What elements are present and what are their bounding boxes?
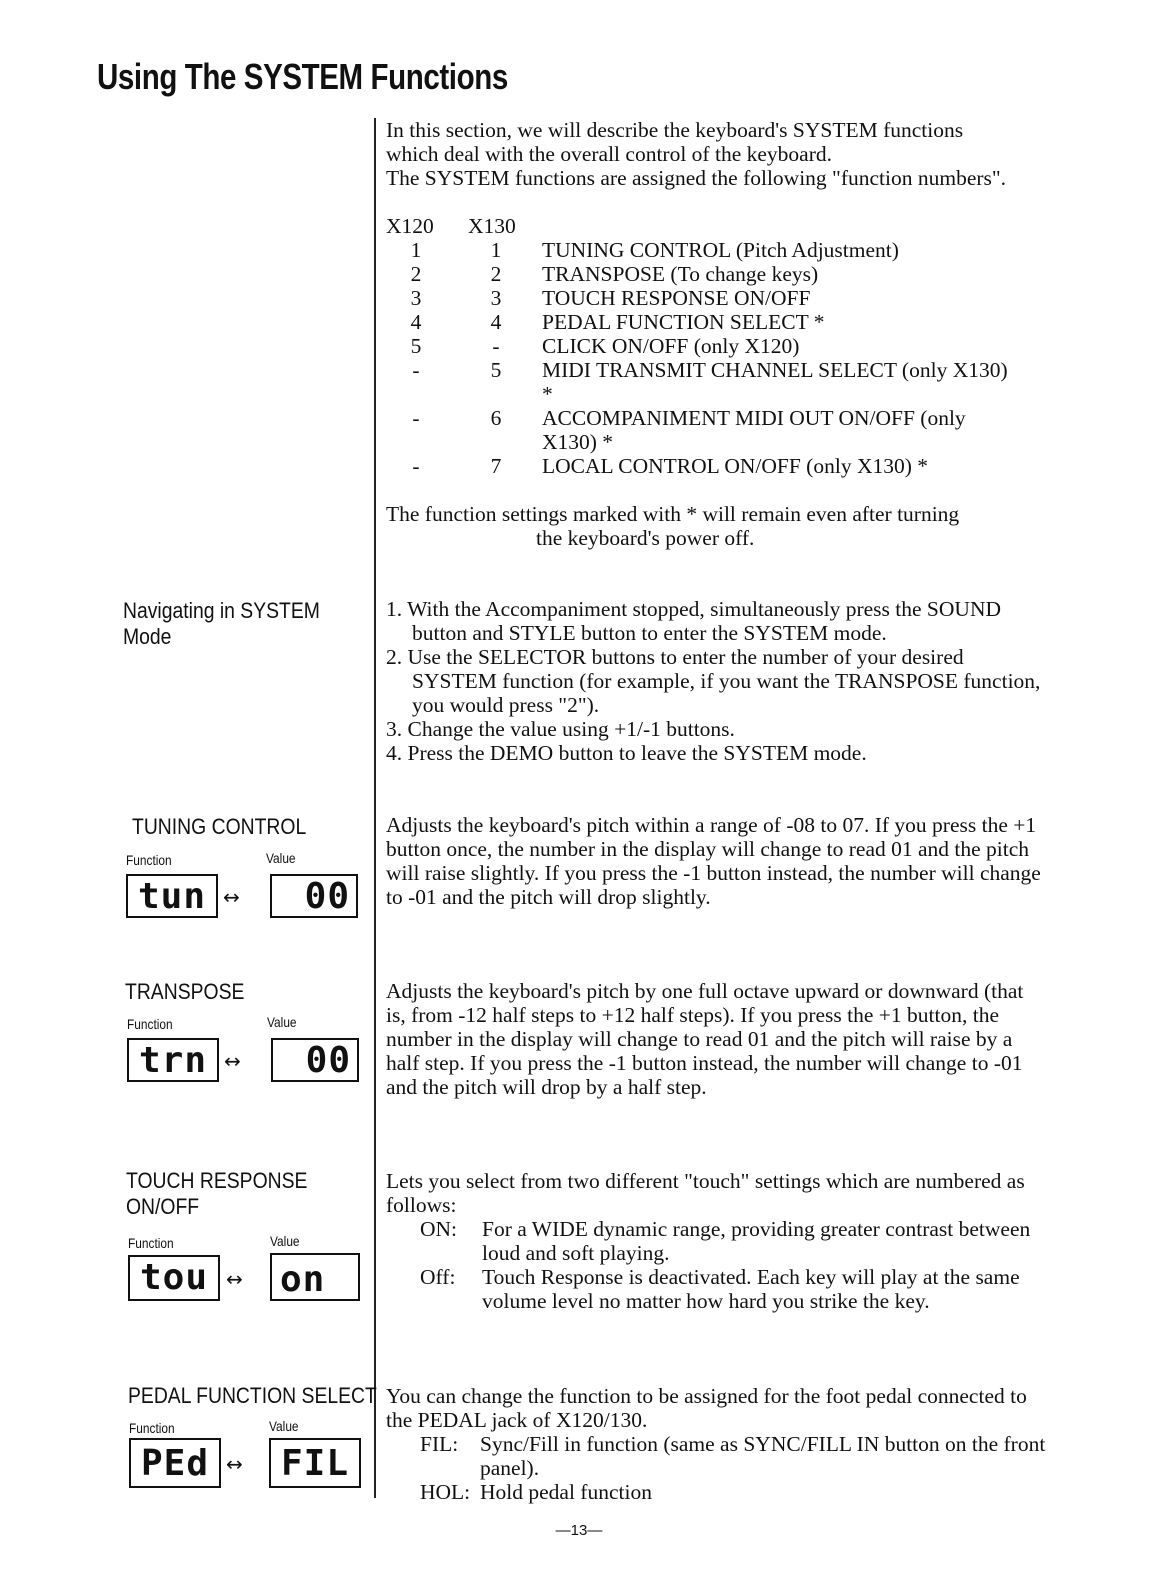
function-display-text: PEd [140, 1443, 210, 1484]
double-arrow-icon: ↔ [223, 885, 240, 909]
column-header-x130: X130 [468, 214, 516, 238]
definition-item [386, 1432, 1046, 1480]
page-number: —13— [555, 1522, 603, 1539]
column-divider [374, 118, 376, 1498]
definition-text: For a WIDE dynamic range, providing greater contrast between loud and soft playing. [482, 1217, 1031, 1265]
cell-function-name: TUNING CONTROL (Pitch Adjustment) [542, 238, 899, 262]
definition-text: Sync/Fill in function (same as SYNC/FILL IN button on the front panel). [480, 1432, 1046, 1480]
cell-function-name: PEDAL FUNCTION SELECT * [542, 310, 825, 334]
cell-x130: - [492, 334, 500, 358]
cell-function-name: ACCOMPANIMENT MIDI OUT ON/OFF (only X130) * [542, 406, 966, 454]
note-line: The function settings marked with * will remain even after turning [386, 502, 960, 526]
tuning-display [126, 852, 366, 922]
definition-term: Off: [420, 1265, 456, 1289]
heading-line: Navigating in SYSTEM [123, 598, 320, 623]
table-header-row [386, 214, 1046, 238]
pedal-description [386, 1384, 1046, 1504]
transpose-display [127, 1016, 367, 1086]
pedal-intro: You can change the function to be assigned for the foot pedal connected to the PEDAL jack of X120/130. [386, 1384, 1027, 1432]
cell-x120: 4 [410, 310, 422, 334]
definition-term: HOL: [420, 1480, 471, 1504]
cell-x120: - [412, 358, 420, 382]
heading-line: ON/OFF [126, 1194, 200, 1219]
double-arrow-icon: ↔ [226, 1267, 243, 1291]
function-display-box [128, 1255, 220, 1301]
function-display-box [129, 1438, 221, 1488]
cell-x120: 2 [410, 262, 422, 286]
cell-x130: 4 [490, 310, 502, 334]
table-row [386, 238, 1046, 262]
intro-line: In this section, we will describe the keyboard's SYSTEM functions [386, 118, 964, 142]
value-display-text: FIL [280, 1443, 350, 1484]
navigating-steps [386, 597, 1046, 765]
cell-function-name: MIDI TRANSMIT CHANNEL SELECT (only X130) * [542, 358, 1008, 406]
double-arrow-icon: ↔ [224, 1049, 241, 1073]
definition-item [386, 1480, 1046, 1504]
cell-x130: 6 [490, 406, 502, 430]
section-heading-pedal: PEDAL FUNCTION SELECT [128, 1383, 377, 1408]
function-display-box [126, 874, 218, 918]
touch-intro: Lets you select from two different "touch" settings which are numbered as follows: [386, 1169, 1025, 1217]
tuning-description: Adjusts the keyboard's pitch within a range of -08 to 07. If you press the +1 button once, the number in the display will change to read 01 and the pitch will raise slightly. If you press the -1 button instead, the number will change to -01 and the pitch will drop slightly. [386, 813, 1041, 909]
function-label: Function [128, 1235, 174, 1251]
cell-x120: 1 [410, 238, 422, 262]
transpose-description: Adjusts the keyboard's pitch by one full octave upward or downward (that is, from -12 half steps to +12 half steps). If you press the +1 button, the number in the display will change to read 01 and the pitch will raise by a half step. If you press the -1 button instead, the number will change to -01 and the pitch will drop by a half step. [386, 979, 1024, 1099]
value-label: Value [269, 1418, 299, 1434]
intro-line: The SYSTEM functions are assigned the following "function numbers". [386, 166, 1007, 190]
cell-x120: 5 [410, 334, 422, 358]
cell-x130: 2 [490, 262, 502, 286]
list-item: 1. With the Accompaniment stopped, simultaneously press the SOUND button and STYLE button to enter the SYSTEM mode. [386, 597, 1001, 645]
table-row [386, 286, 1046, 310]
value-label: Value [267, 1014, 297, 1030]
function-display-text: tou [139, 1257, 209, 1298]
intro-paragraph [386, 118, 1046, 190]
cell-function-name: CLICK ON/OFF (only X120) [542, 334, 800, 358]
table-row [386, 262, 1046, 286]
function-display-box [127, 1038, 219, 1082]
value-display-box [269, 1438, 361, 1488]
cell-x120: - [412, 406, 420, 430]
table-row [386, 406, 1046, 454]
heading-line: Mode [123, 624, 172, 649]
pedal-display [129, 1420, 369, 1492]
intro-line: which deal with the overall control of the keyboard. [386, 142, 832, 166]
cell-x130: 1 [490, 238, 502, 262]
page-title: Using The SYSTEM Functions [97, 56, 508, 97]
double-arrow-icon: ↔ [226, 1452, 243, 1476]
cell-x130: 5 [490, 358, 502, 382]
table-row [386, 334, 1046, 358]
function-number-table [386, 214, 1046, 478]
cell-function-name: TOUCH RESPONSE ON/OFF [542, 286, 811, 310]
function-display-text: tun [137, 876, 207, 917]
definition-item [386, 1217, 1046, 1265]
memory-note [386, 502, 1046, 550]
table-row [386, 310, 1046, 334]
value-display-box [270, 1253, 360, 1301]
note-line: the keyboard's power off. [536, 526, 755, 550]
function-label: Function [129, 1420, 175, 1436]
cell-function-name: TRANSPOSE (To change keys) [542, 262, 819, 286]
value-display-text: on [280, 1259, 326, 1300]
cell-x120: 3 [410, 286, 422, 310]
cell-x120: - [412, 454, 420, 478]
cell-x130: 3 [490, 286, 502, 310]
table-row [386, 358, 1046, 406]
value-label: Value [266, 850, 296, 866]
function-label: Function [126, 852, 172, 868]
touch-description [386, 1169, 1046, 1313]
table-row [386, 454, 1046, 478]
list-item: 4. Press the DEMO button to leave the SYSTEM mode. [386, 741, 867, 765]
list-item: 3. Change the value using +1/-1 buttons. [386, 717, 735, 741]
definition-term: ON: [420, 1217, 458, 1241]
definition-item [386, 1265, 1046, 1313]
cell-function-name: LOCAL CONTROL ON/OFF (only X130) * [542, 454, 929, 478]
value-display-text: 00 [305, 1040, 351, 1081]
definition-text: Touch Response is deactivated. Each key will play at the same volume level no matter how hard you strike the key. [482, 1265, 1020, 1313]
list-item: 2. Use the SELECTOR buttons to enter the number of your desired SYSTEM function (for example, if you want the TRANSPOSE function, you would press "2"). [386, 645, 1041, 717]
value-display-box [271, 1038, 359, 1082]
touch-display [128, 1235, 368, 1305]
definition-term: FIL: [420, 1432, 459, 1456]
section-heading-transpose: TRANSPOSE [125, 979, 245, 1004]
value-display-text: 00 [304, 876, 350, 917]
section-heading-navigating [123, 598, 320, 650]
definition-text: Hold pedal function [480, 1480, 652, 1504]
section-heading-tuning: TUNING CONTROL [132, 814, 307, 839]
value-display-box [270, 874, 358, 918]
value-label: Value [270, 1233, 300, 1249]
heading-line: TOUCH RESPONSE [126, 1168, 308, 1193]
column-header-x120: X120 [386, 214, 434, 238]
function-display-text: trn [138, 1040, 208, 1081]
cell-x130: 7 [490, 454, 502, 478]
function-label: Function [127, 1016, 173, 1032]
section-heading-touch [126, 1168, 307, 1220]
